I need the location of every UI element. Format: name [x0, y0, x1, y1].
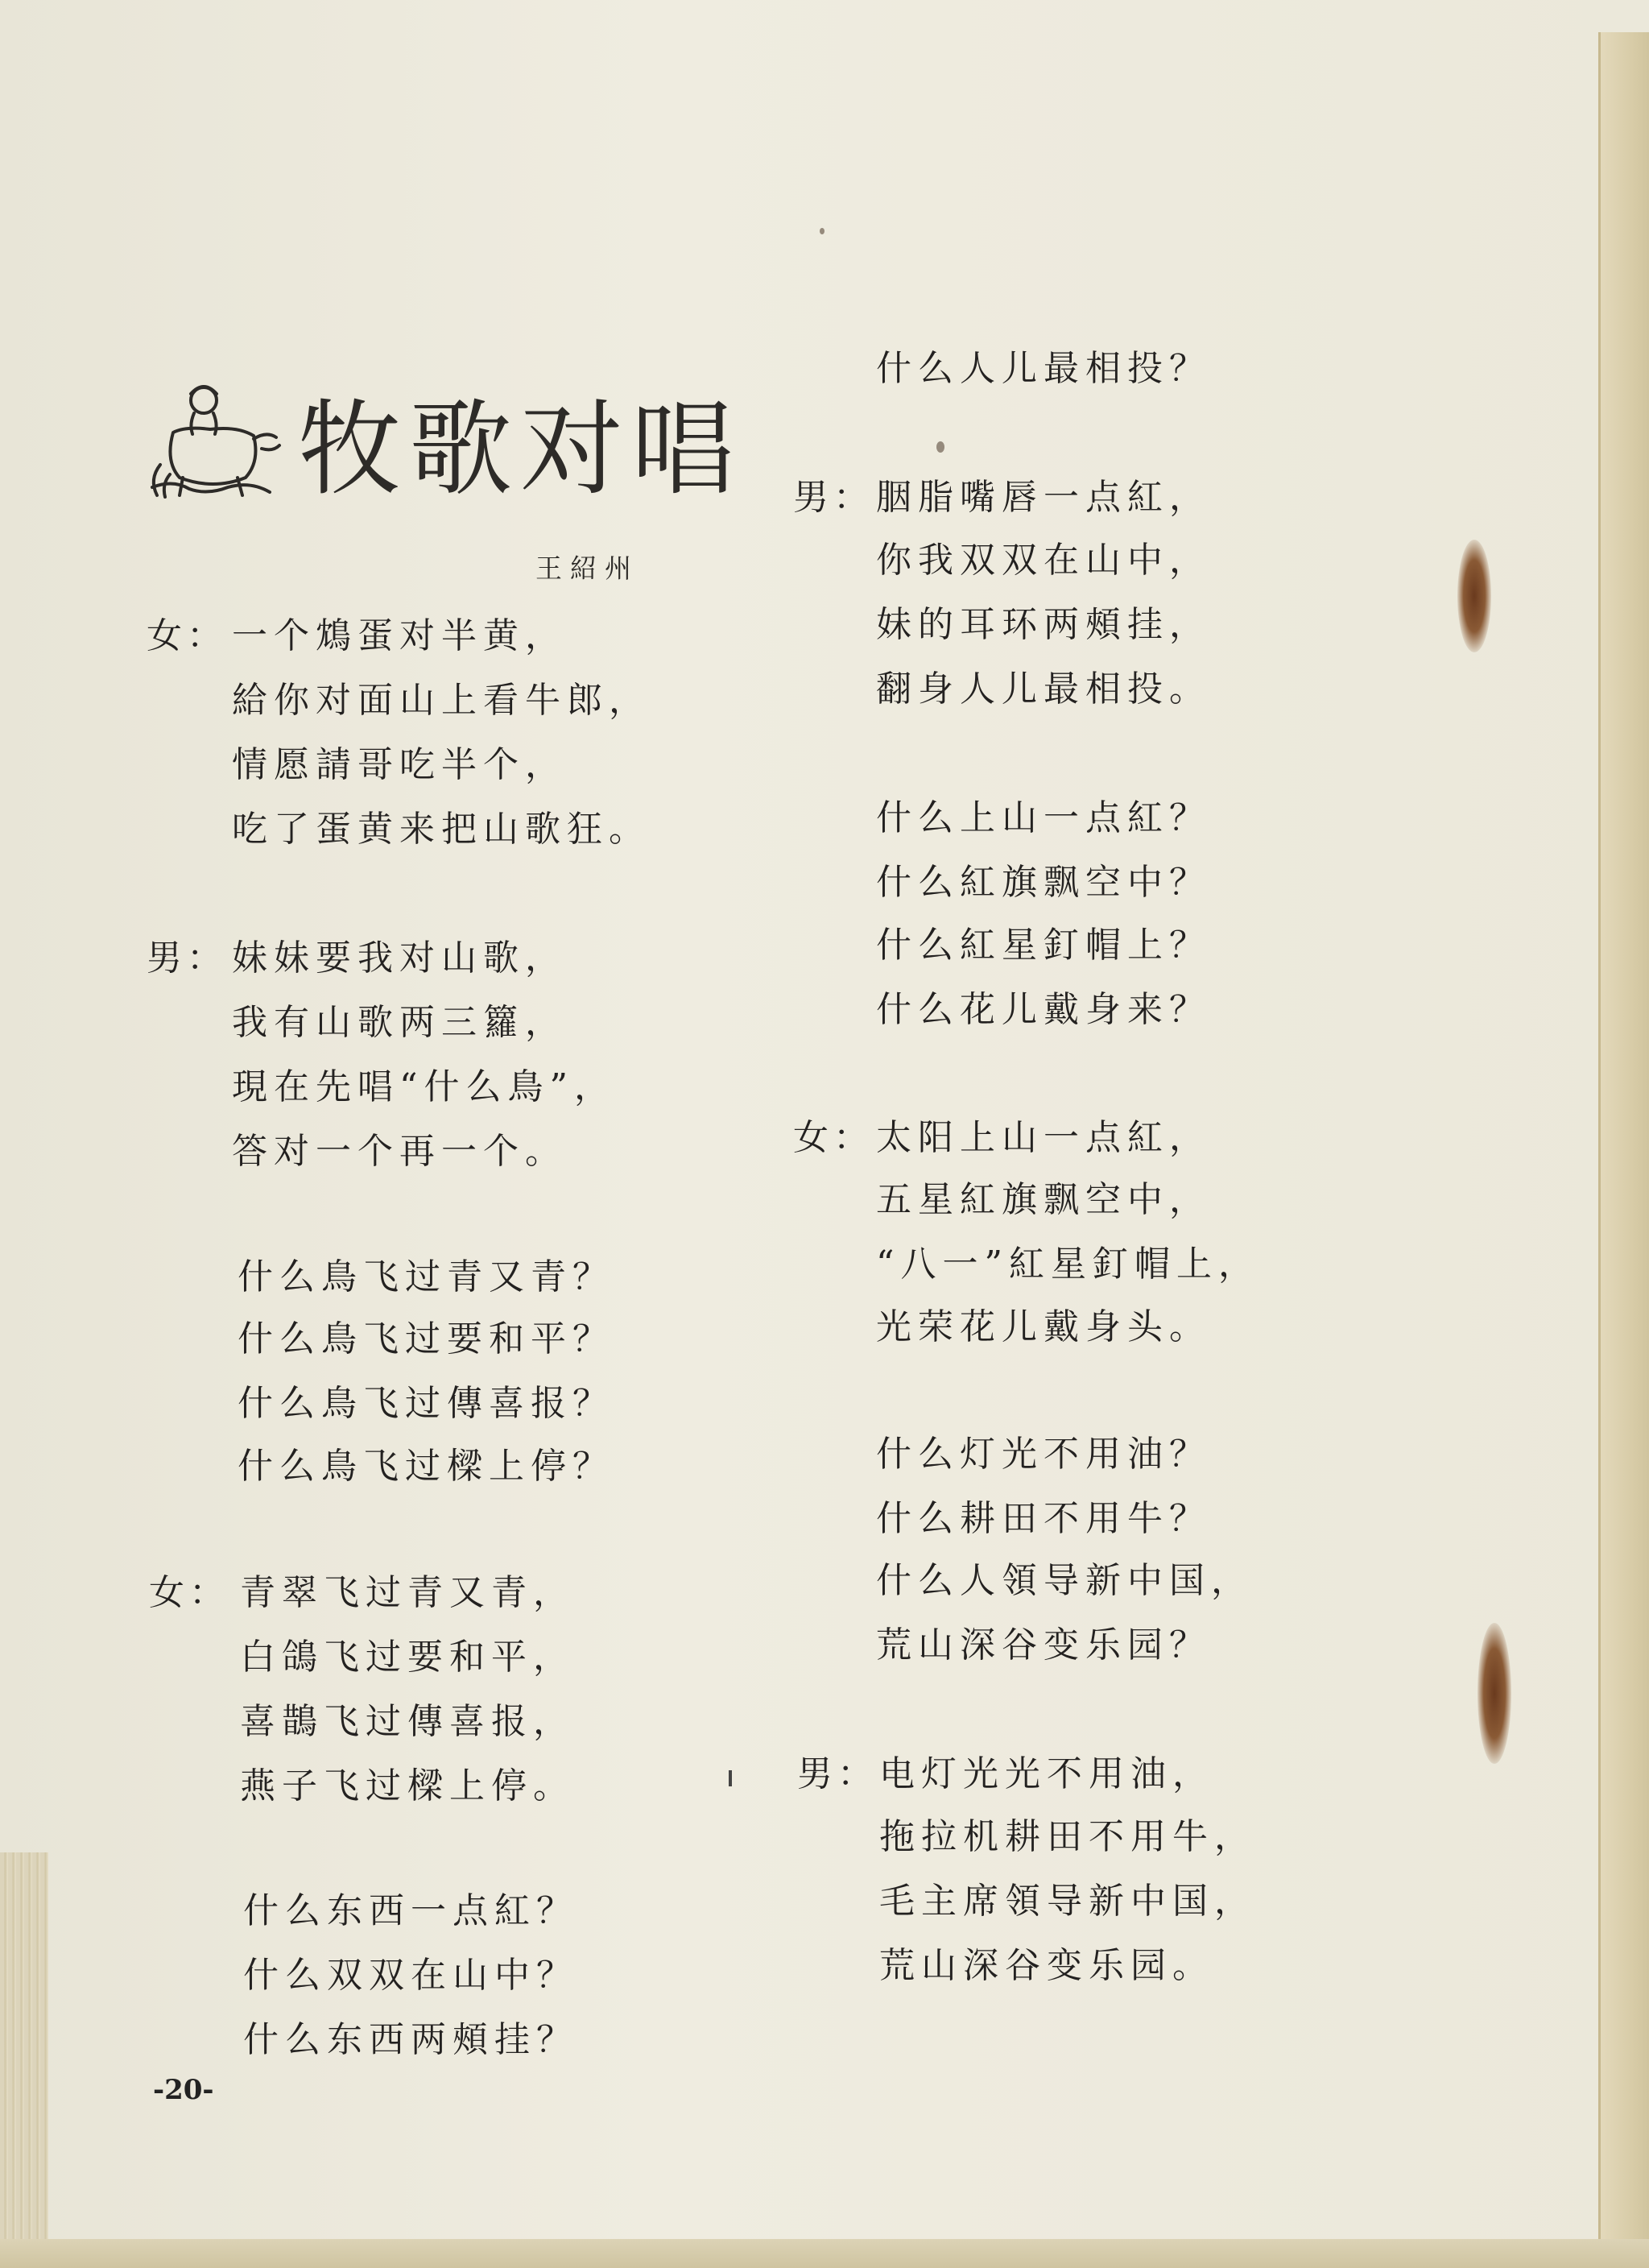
- verse-line: 电灯光光不用油，: [879, 1753, 1214, 1794]
- verse-line: 太阳上山一点紅，: [876, 1117, 1211, 1158]
- verse-line: 什么上山一点紅？: [876, 797, 1211, 838]
- ink-speck-small: [820, 228, 824, 234]
- stacked-pages-edge: [0, 1852, 48, 2268]
- margin-mark: [729, 1770, 732, 1786]
- verse-line: 什么耕田不用牛？: [876, 1498, 1211, 1539]
- speaker-label: 女：: [147, 615, 227, 656]
- verse-line: 你我双双在山中，: [876, 540, 1211, 581]
- verse-line: 什么人儿最相投？: [876, 348, 1211, 389]
- verse-line: 妹的耳环两頰挂，: [876, 604, 1211, 645]
- verse-line: 什么鳥飞过要和平？: [238, 1318, 614, 1360]
- verse-line: 胭脂嘴唇一点紅，: [876, 477, 1211, 518]
- next-page-edge: [1598, 32, 1649, 2268]
- verse-line: 光荣花儿戴身头。: [876, 1306, 1211, 1347]
- title-block: [141, 366, 743, 519]
- verse-line: 翻身人儿最相投。: [876, 668, 1211, 710]
- speaker-label: 男：: [147, 937, 227, 979]
- speaker-label: 男：: [793, 477, 874, 518]
- verse-line: 什么东西两頰挂？: [243, 2019, 578, 2060]
- verse-line: 給你对面山上看牛郎，: [232, 680, 651, 721]
- verse-line: 拖拉机耕田不用牛，: [879, 1816, 1256, 1857]
- bottom-page-edge: [0, 2239, 1649, 2268]
- speaker-label: 女：: [149, 1572, 229, 1613]
- verse-line: 荒山深谷变乐园？: [876, 1624, 1211, 1666]
- verse-line: 什么紅星釘帽上？: [876, 925, 1211, 966]
- verse-line: 吃了蛋黄来把山歌狂。: [232, 809, 651, 850]
- speaker-label: 女：: [793, 1117, 874, 1158]
- verse-line: 什么双双在山中？: [243, 1955, 578, 1996]
- verse-line: 喜鵲飞过傳喜报，: [240, 1701, 575, 1742]
- author-name: 王紹州: [535, 553, 639, 584]
- verse-line: 什么灯光不用油？: [876, 1434, 1211, 1475]
- verse-line: 什么人領导新中国，: [876, 1560, 1253, 1601]
- verse-line: 一个鴆蛋对半黄，: [232, 615, 567, 656]
- verse-line: 荒山深谷变乐园。: [879, 1945, 1214, 1986]
- page-title: 牧歌对唱: [298, 390, 743, 510]
- verse-line: 白鴿飞过要和平，: [240, 1637, 575, 1678]
- page-number: -20-: [153, 2074, 214, 2106]
- verse-line: 我有山歌两三籮，: [232, 1002, 567, 1043]
- verse-line: 什么鳥飞过青又青？: [238, 1256, 614, 1297]
- verse-line: 什么鳥飞过傳喜报？: [238, 1383, 614, 1424]
- verse-line: 青翠飞过青又青，: [240, 1572, 575, 1613]
- verse-line: 答对一个再一个。: [232, 1131, 567, 1172]
- verse-line: “八一”紅星釘帽上，: [876, 1244, 1260, 1285]
- staple-rust-bottom: [1477, 1623, 1511, 1764]
- speaker-label: 男：: [797, 1753, 878, 1794]
- verse-line: 什么花儿戴身来？: [876, 989, 1211, 1030]
- verse-line: 什么紅旗飘空中？: [876, 862, 1211, 903]
- verse-line: 毛主席領导新中国，: [879, 1881, 1256, 1922]
- staple-rust-top: [1457, 540, 1491, 652]
- verse-line: 現在先唱“什么鳥”，: [232, 1066, 616, 1107]
- verse-line: 什么东西一点紅？: [243, 1890, 578, 1931]
- verse-line: 妹妹要我对山歌，: [232, 937, 567, 979]
- ink-speck: [936, 441, 944, 453]
- cowherd-riding-ox-icon: [141, 375, 282, 507]
- verse-line: 情愿請哥吃半个，: [232, 744, 567, 785]
- verse-line: 五星紅旗飘空中，: [876, 1179, 1211, 1220]
- verse-line: 燕子飞过樑上停。: [240, 1765, 575, 1807]
- verse-line: 什么鳥飞过樑上停？: [238, 1446, 614, 1487]
